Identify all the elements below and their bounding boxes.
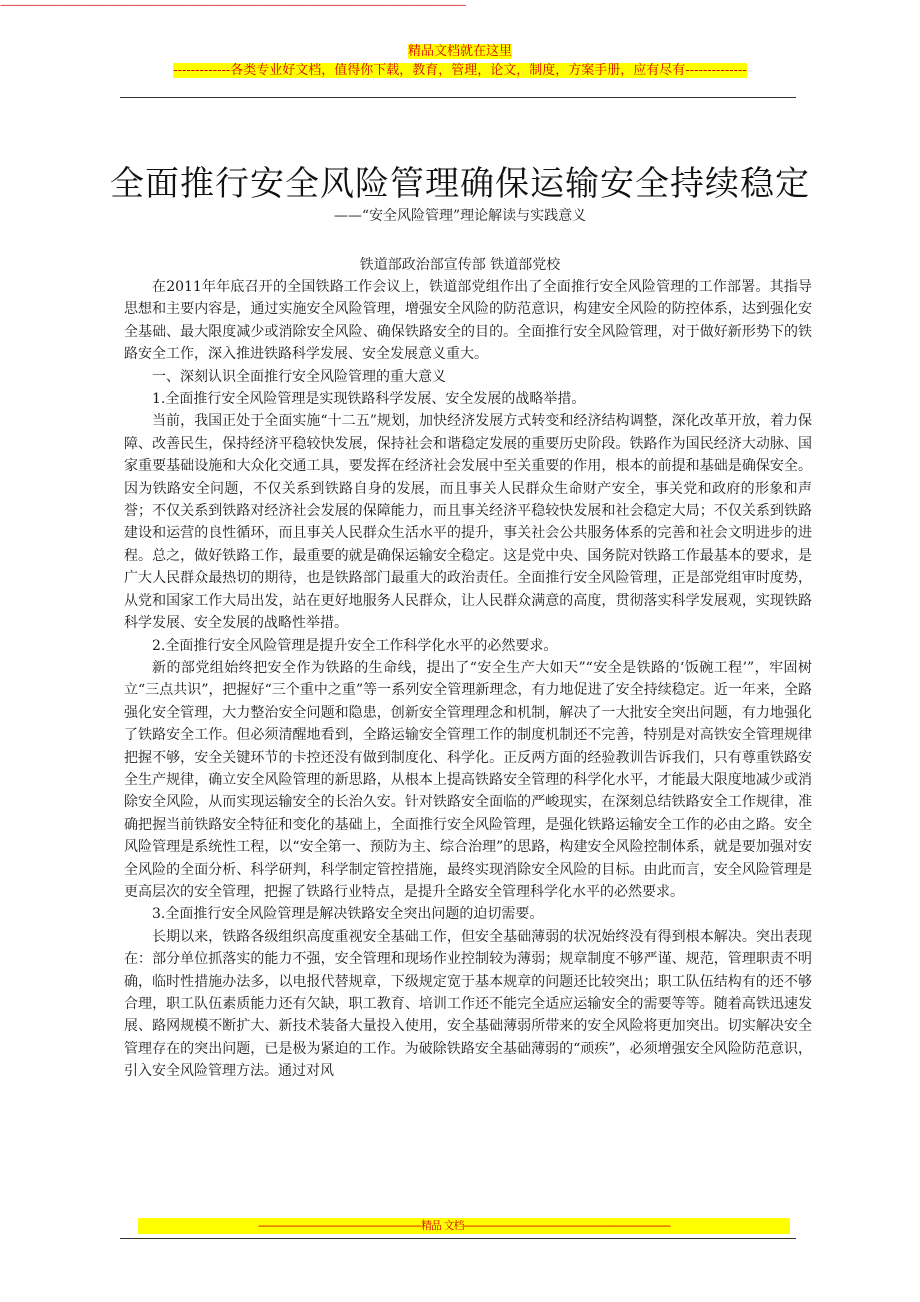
header-banner-title: 精品文档就在这里 bbox=[407, 44, 512, 59]
subsection-heading: 3.全面推行安全风险管理是解决铁路安全突出问题的迫切需要。 bbox=[152, 906, 544, 923]
paragraph: 当前，我国正处于全面实施“十二五”规划，加快经济发展方式转变和经济结构调整，深化改革开放，着力保障、改善民生，保持经济平稳较快发展，保持社会和谐稳定发展的重要历史阶段。铁路作为国民经济大动脉、国家重要基础设施和大众化交通工具，要发挥在经济社会发展中至关重要的作用，根本的前提和基础是确保安全。因为铁路安全问题，不仅关系到铁路自身的发展，而且事关人民群众生命财产安全，事关党和政府的形象和声誉；不仅关系到铁路对经济社会发展的保障能力，而且事关经济平稳较快发展和社会稳定大局；不仅关系到铁路建设和运营的良性循环，而且事关人民群众生活水平的提升，事关社会公共服务体系的完善和社会文明进步的进程。总之，做好铁路工作，最重要的就是确保运输安全稳定。这是党中央、国务院对铁路工作最基本的要求，是广大人民群众最热切的期待，也是铁路部门最重大的政治责任。全面推行安全风险管理，正是部党组审时度势，从党和国家工作大局出发，站在更好地服务人民群众，让人民群众满意的高度，贯彻落实科学发展观，实现铁路科学发展、安全发展的战略性举措。 bbox=[124, 413, 812, 632]
subsection-heading: 1.全面推行安全风险管理是实现铁路科学发展、安全发展的战略举措。 bbox=[152, 391, 586, 408]
footer-rule bbox=[120, 1238, 796, 1239]
header-rule bbox=[120, 97, 796, 98]
paragraph: 新的部党组始终把安全作为铁路的生命线，提出了“安全生产大如天”“安全是铁路的‘饭碗工程’”，牢固树立“三点共识”，把握好“三个重中之重”等一系列安全管理新理念，有力地促进了安全持续稳定。近一年来，全路强化安全管理，大力整治安全问题和隐患，创新安全管理理念和机制，解决了一大批安全突出问题，有力地强化了铁路安全工作。但必须清醒地看到，全路运输安全管理工作的制度机制还不完善，特别是对高铁安全管理规律把握不够，安全关键环节的卡控还没有做到制度化、科学化。正反两方面的经验教训告诉我们，只有尊重铁路安全生产规律，确立安全风险管理的新思路，从根本上提高铁路安全管理的科学化水平，才能最大限度地减少或消除安全风险，从而实现运输安全的长治久安。针对铁路安全面临的严峻现实，在深刻总结铁路安全工作规律，准确把握当前铁路安全特征和变化的基础上，全面推行安全风险管理，是强化铁路运输安全工作的必由之路。安全风险管理是系统性工程，以“安全第一、预防为主、综合治理”的思路，构建安全风险控制体系，就是要加强对安全风险的全面分析、科学研判，科学制定管控措施，最终实现消除安全风险的目标。由此而言，安全风险管理是更高层次的安全管理，把握了铁路行业特点，是提升全路安全管理科学化水平的必然要求。 bbox=[124, 659, 812, 900]
paragraph: 长期以来，铁路各级组织高度重视安全基础工作，但安全基础薄弱的状况始终没有得到根本解决。突出表现在：部分单位抓落实的能力不强，安全管理和现场作业控制较为薄弱；规章制度不够严谨、规范，管理职责不明确，临时性措施办法多，以电报代替规章，下级规定宽于基本规章的问题还比较突出；职工队伍结构有的还不够合理，职工队伍素质能力还有欠缺，职工教育、培训工作还不能完全适应运输安全的需要等等。随着高铁迅速发展、路网规模不断扩大、新技术装备大量投入使用，安全基础薄弱所带来的安全风险将更加突出。切实解决安全管理存在的突出问题，已是极为紧迫的工作。为破除铁路安全基础薄弱的“顽疾”，必须增强安全风险防范意识，引入安全风险管理方法。通过对风 bbox=[124, 928, 812, 1080]
section-heading: 一、深刻认识全面推行安全风险管理的重大意义 bbox=[152, 368, 446, 385]
footer-banner: ------------------------------------------------------------精品 文档---------------------------------------------------------------------------- bbox=[138, 1218, 790, 1234]
document-subtitle: ——“安全风险管理”理论解读与实践意义 bbox=[333, 208, 587, 224]
header-dash-line: ------------------------------------------------------------------------------------------------------------------------------------------------------------------------------------------------------------------------------------ bbox=[0, 1, 466, 11]
document-title: 全面推行安全风险管理确保运输安全持续稳定 bbox=[110, 164, 810, 204]
document-author: 铁道部政治部宣传部 铁道部党校 bbox=[359, 257, 561, 273]
subsection-heading: 2.全面推行安全风险管理是提升安全工作科学化水平的必然要求。 bbox=[152, 637, 558, 654]
header-banner-tagline: -------------各类专业好文档，值得你下载，教育，管理，论文，制度，方案手册，应有尽有-------------- bbox=[173, 63, 747, 78]
paragraph: 在2011年年底召开的全国铁路工作会议上，铁道部党组作出了全面推行安全风险管理的工作部署。其指导思想和主要内容是，通过实施安全风险管理，增强安全风险的防范意识，构建安全风险的防控体系，达到强化安全基础、最大限度减少或消除安全风险、确保铁路安全的目的。全面推行安全风险管理，对于做好新形势下的铁路安全工作，深入推进铁路科学发展、安全发展意义重大。 bbox=[124, 279, 812, 363]
document-body bbox=[124, 276, 812, 1172]
